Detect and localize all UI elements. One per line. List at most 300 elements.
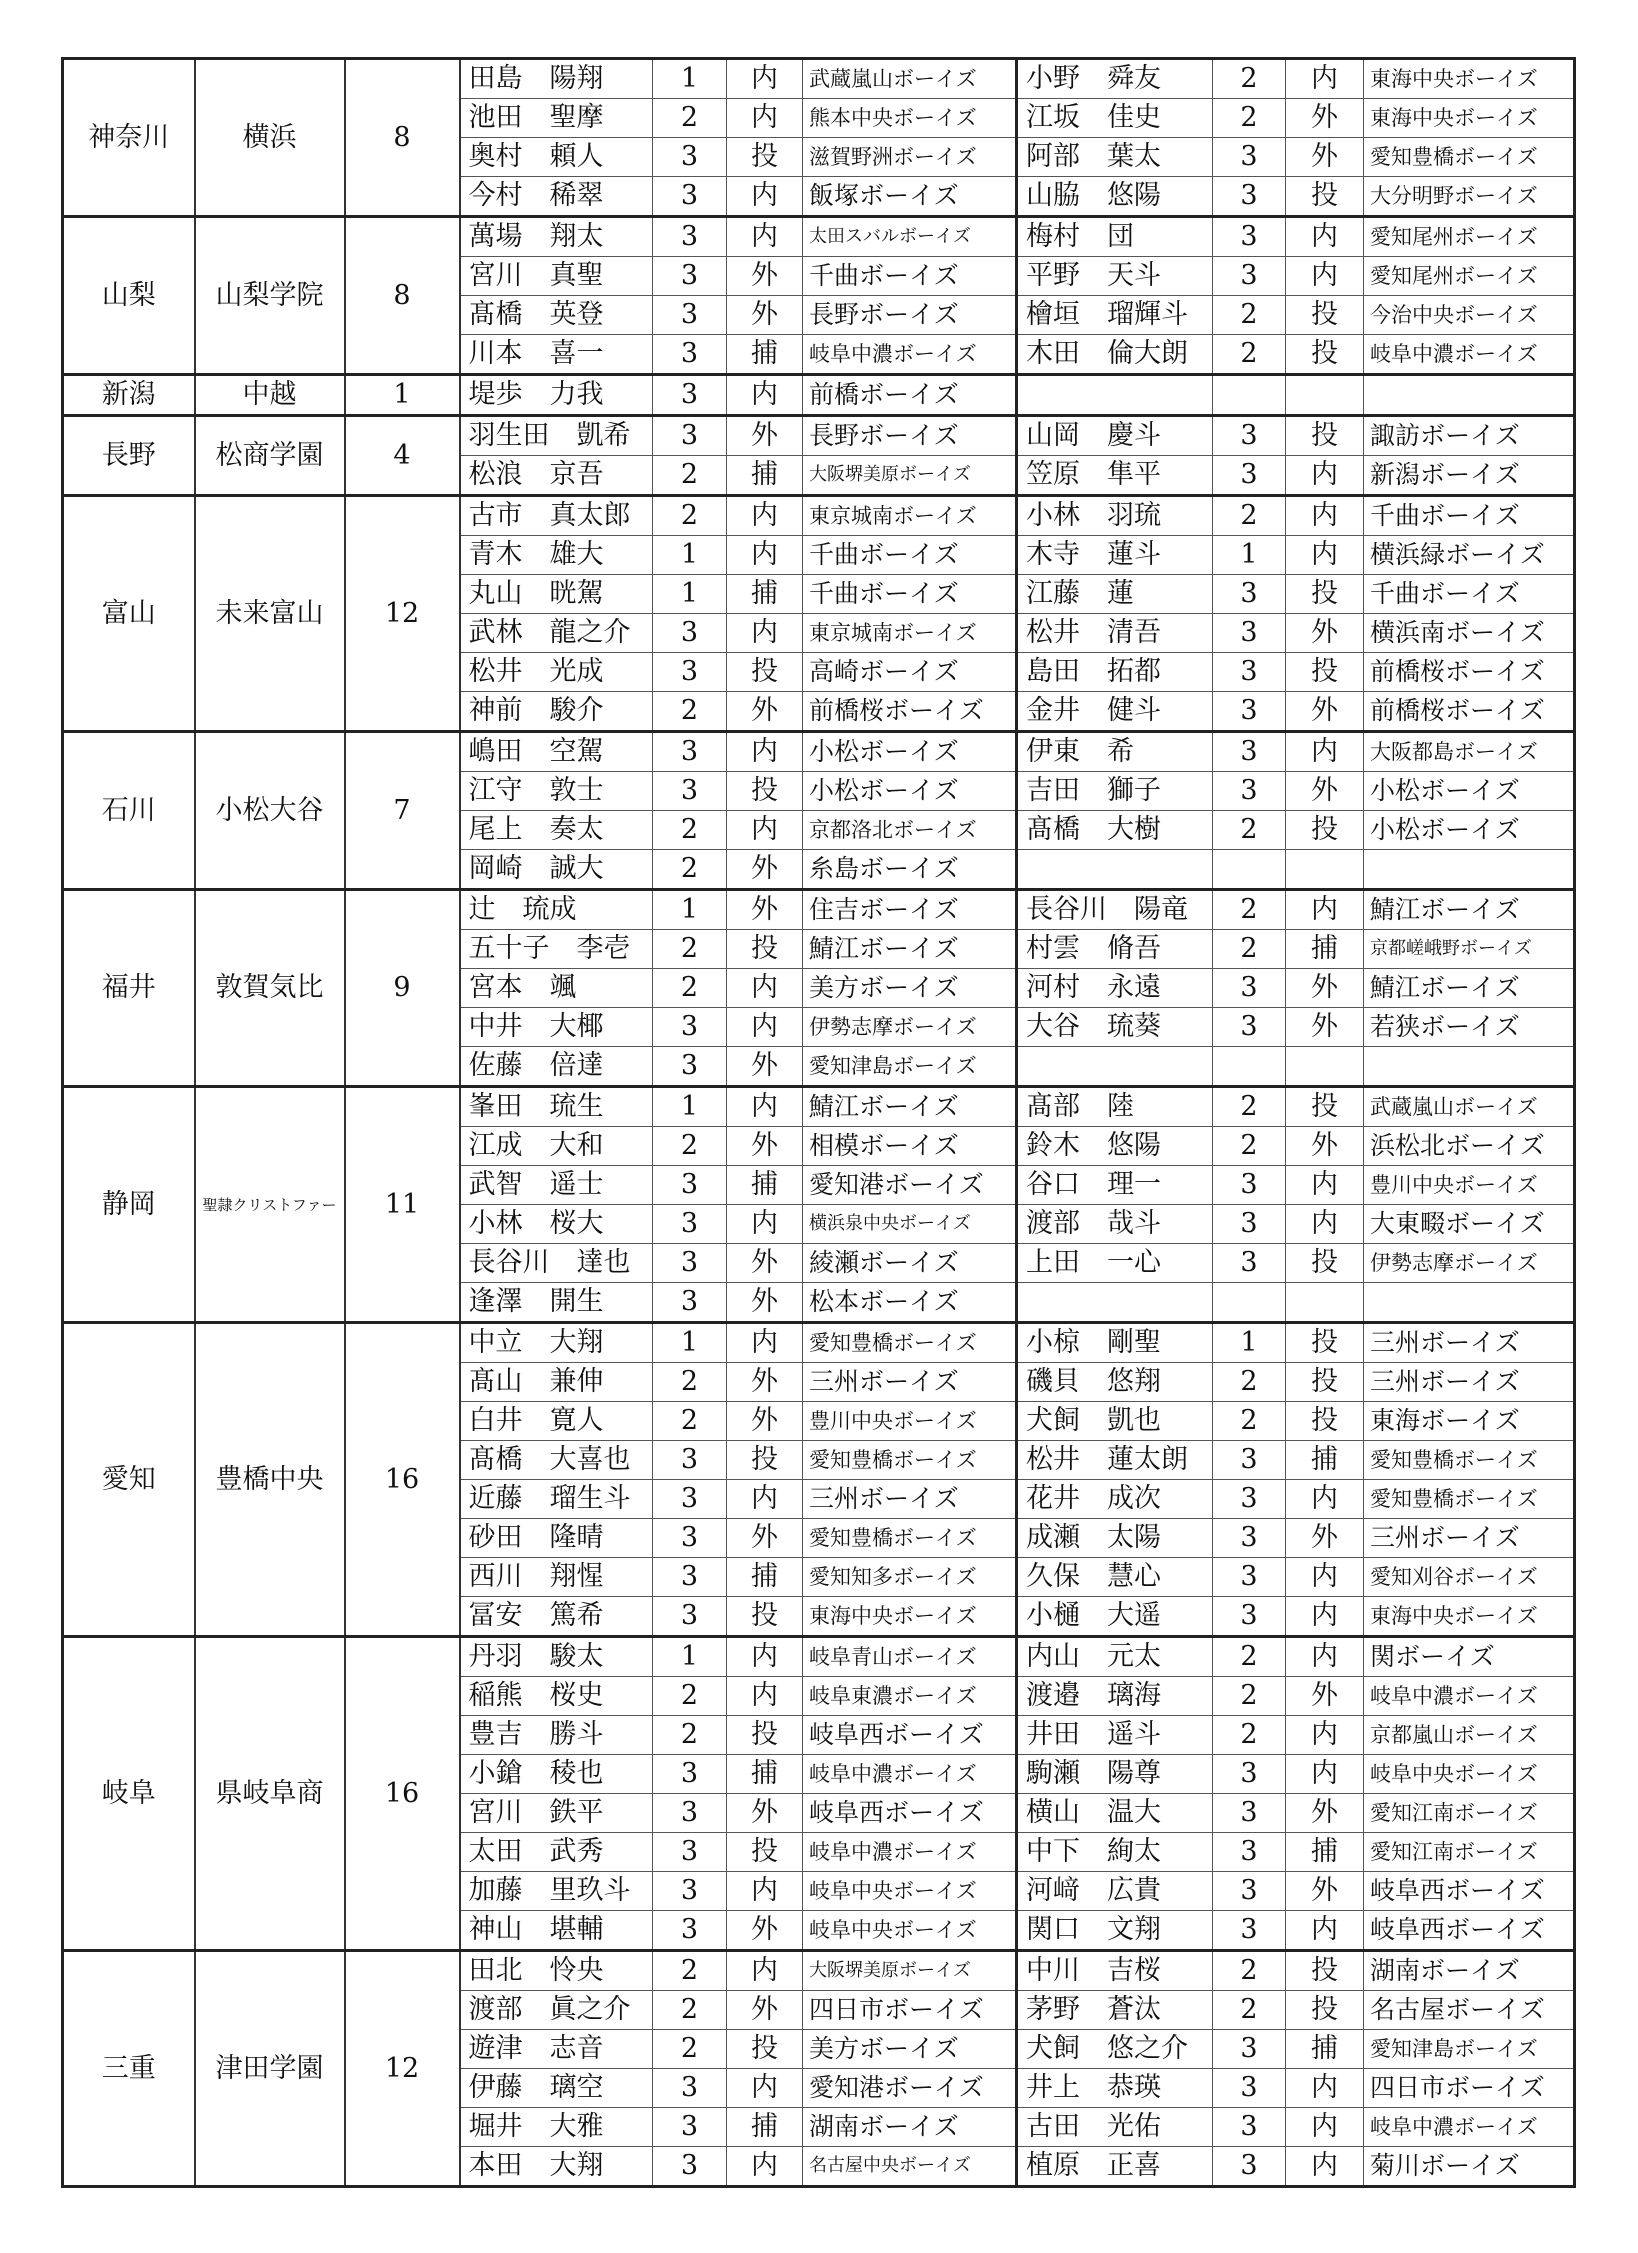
left-pos-cell: 捕 — [727, 2108, 803, 2147]
right-name-cell: 平野 天斗 — [1017, 257, 1213, 296]
left-pos-cell: 投 — [727, 930, 803, 969]
right-name-cell: 江坂 佳史 — [1017, 99, 1213, 138]
left-grade-cell: 3 — [653, 2069, 727, 2108]
right-pos-cell: 内 — [1286, 1911, 1364, 1951]
left-grade-cell: 3 — [653, 1205, 727, 1244]
right-pos-cell — [1286, 1283, 1364, 1323]
left-team-cell: 小松ボーイズ — [803, 732, 1017, 772]
left-team-cell: 東京城南ボーイズ — [803, 496, 1017, 536]
right-pos-cell: 内 — [1286, 59, 1364, 99]
school-cell: 敦賀気比 — [195, 890, 345, 1087]
right-team-cell: 岐阜中濃ボーイズ — [1364, 2108, 1575, 2147]
right-grade-cell: 3 — [1213, 692, 1286, 732]
left-grade-cell: 2 — [653, 1677, 727, 1716]
player-count-cell: 16 — [345, 1637, 460, 1951]
left-pos-cell: 外 — [727, 416, 803, 456]
right-team-cell: 豊川中央ボーイズ — [1364, 1166, 1575, 1205]
left-name-cell: 渡部 眞之介 — [460, 1991, 653, 2030]
right-team-cell: 小松ボーイズ — [1364, 772, 1575, 811]
right-pos-cell: 捕 — [1286, 930, 1364, 969]
right-pos-cell: 内 — [1286, 536, 1364, 575]
school-cell: 横浜 — [195, 59, 345, 217]
right-team-cell — [1364, 375, 1575, 416]
right-pos-cell: 内 — [1286, 456, 1364, 496]
left-team-cell: 岐阜中央ボーイズ — [803, 1911, 1017, 1951]
left-pos-cell: 捕 — [727, 575, 803, 614]
right-name-cell: 渡部 哉斗 — [1017, 1205, 1213, 1244]
left-team-cell: 愛知知多ボーイズ — [803, 1558, 1017, 1597]
left-team-cell: 愛知豊橋ボーイズ — [803, 1323, 1017, 1363]
right-grade-cell: 3 — [1213, 2108, 1286, 2147]
right-pos-cell: 内 — [1286, 1558, 1364, 1597]
right-grade-cell: 2 — [1213, 890, 1286, 930]
right-grade-cell: 2 — [1213, 1991, 1286, 2030]
right-name-cell: 古田 光佑 — [1017, 2108, 1213, 2147]
school-cell: 山梨学院 — [195, 217, 345, 375]
left-name-cell: 古市 真太郎 — [460, 496, 653, 536]
right-name-cell: 小椋 剛聖 — [1017, 1323, 1213, 1363]
prefecture-cell: 愛知 — [63, 1323, 195, 1637]
right-grade-cell: 3 — [1213, 177, 1286, 217]
player-count-cell: 8 — [345, 217, 460, 375]
right-pos-cell: 外 — [1286, 614, 1364, 653]
player-count-cell: 4 — [345, 416, 460, 496]
left-pos-cell: 内 — [727, 536, 803, 575]
right-name-cell — [1017, 1047, 1213, 1087]
right-pos-cell: 内 — [1286, 732, 1364, 772]
left-grade-cell: 1 — [653, 1087, 727, 1127]
left-name-cell: 佐藤 倍達 — [460, 1047, 653, 1087]
left-name-cell: 白井 寛人 — [460, 1402, 653, 1441]
left-name-cell: 髙橋 大喜也 — [460, 1441, 653, 1480]
left-name-cell: 神山 堪輔 — [460, 1911, 653, 1951]
left-grade-cell: 2 — [653, 1127, 727, 1166]
left-team-cell: 小松ボーイズ — [803, 772, 1017, 811]
right-name-cell: 犬飼 凱也 — [1017, 1402, 1213, 1441]
player-count-cell: 12 — [345, 496, 460, 732]
left-pos-cell: 投 — [727, 2030, 803, 2069]
left-pos-cell: 内 — [727, 1637, 803, 1677]
left-pos-cell: 投 — [727, 1597, 803, 1637]
left-team-cell: 高崎ボーイズ — [803, 653, 1017, 692]
left-grade-cell: 3 — [653, 772, 727, 811]
left-pos-cell: 投 — [727, 138, 803, 177]
left-grade-cell: 3 — [653, 257, 727, 296]
right-team-cell: 浜松北ボーイズ — [1364, 1127, 1575, 1166]
left-team-cell: 東京城南ボーイズ — [803, 614, 1017, 653]
right-name-cell: 木田 倫大朗 — [1017, 335, 1213, 375]
right-name-cell: 村雲 脩吾 — [1017, 930, 1213, 969]
left-team-cell: 愛知港ボーイズ — [803, 2069, 1017, 2108]
right-grade-cell — [1213, 850, 1286, 890]
school-cell: 中越 — [195, 375, 345, 416]
left-name-cell: 松井 光成 — [460, 653, 653, 692]
left-name-cell: 丸山 晄駕 — [460, 575, 653, 614]
player-count-cell: 8 — [345, 59, 460, 217]
right-grade-cell: 1 — [1213, 1323, 1286, 1363]
left-pos-cell: 外 — [727, 296, 803, 335]
left-name-cell: 逢澤 開生 — [460, 1283, 653, 1323]
left-pos-cell: 捕 — [727, 1166, 803, 1205]
right-name-cell: 井田 遥斗 — [1017, 1716, 1213, 1755]
left-grade-cell: 2 — [653, 456, 727, 496]
left-name-cell: 砂田 隆晴 — [460, 1519, 653, 1558]
right-grade-cell: 3 — [1213, 138, 1286, 177]
right-grade-cell: 1 — [1213, 536, 1286, 575]
right-name-cell: 内山 元太 — [1017, 1637, 1213, 1677]
left-pos-cell: 外 — [727, 1283, 803, 1323]
left-team-cell: 千曲ボーイズ — [803, 575, 1017, 614]
right-name-cell: 磯貝 悠翔 — [1017, 1363, 1213, 1402]
prefecture-cell: 神奈川 — [63, 59, 195, 217]
right-pos-cell: 投 — [1286, 296, 1364, 335]
left-pos-cell: 内 — [727, 177, 803, 217]
right-grade-cell: 3 — [1213, 1008, 1286, 1047]
right-name-cell: 河村 永遠 — [1017, 969, 1213, 1008]
right-name-cell: 河﨑 広貴 — [1017, 1872, 1213, 1911]
right-grade-cell: 3 — [1213, 1755, 1286, 1794]
left-name-cell: 豊吉 勝斗 — [460, 1716, 653, 1755]
left-grade-cell: 3 — [653, 2147, 727, 2187]
right-name-cell: 井上 恭瑛 — [1017, 2069, 1213, 2108]
prefecture-cell: 静岡 — [63, 1087, 195, 1323]
right-grade-cell: 2 — [1213, 1677, 1286, 1716]
left-team-cell: 前橋桜ボーイズ — [803, 692, 1017, 732]
right-team-cell: 鯖江ボーイズ — [1364, 890, 1575, 930]
left-team-cell: 大阪堺美原ボーイズ — [803, 1951, 1017, 1991]
left-name-cell: 青木 雄大 — [460, 536, 653, 575]
roster-table — [61, 57, 1576, 2188]
right-grade-cell: 3 — [1213, 217, 1286, 257]
right-pos-cell: 投 — [1286, 1087, 1364, 1127]
left-team-cell: 松本ボーイズ — [803, 1283, 1017, 1323]
right-name-cell: 犬飼 悠之介 — [1017, 2030, 1213, 2069]
left-team-cell: 愛知港ボーイズ — [803, 1166, 1017, 1205]
right-pos-cell: 内 — [1286, 2108, 1364, 2147]
left-name-cell: 堤歩 力我 — [460, 375, 653, 416]
left-name-cell: 丹羽 駿太 — [460, 1637, 653, 1677]
right-team-cell: 岐阜中濃ボーイズ — [1364, 1677, 1575, 1716]
left-grade-cell: 3 — [653, 1166, 727, 1205]
right-team-cell: 諏訪ボーイズ — [1364, 416, 1575, 456]
right-pos-cell: 投 — [1286, 1323, 1364, 1363]
right-grade-cell: 2 — [1213, 1716, 1286, 1755]
left-name-cell: 江成 大和 — [460, 1127, 653, 1166]
right-name-cell: 花井 成次 — [1017, 1480, 1213, 1519]
right-pos-cell: 投 — [1286, 335, 1364, 375]
right-pos-cell: 外 — [1286, 99, 1364, 138]
left-team-cell: 綾瀬ボーイズ — [803, 1244, 1017, 1283]
left-name-cell: 田島 陽翔 — [460, 59, 653, 99]
left-grade-cell: 3 — [653, 1872, 727, 1911]
left-name-cell: 冨安 篤希 — [460, 1597, 653, 1637]
right-grade-cell: 3 — [1213, 1205, 1286, 1244]
left-team-cell: 愛知豊橋ボーイズ — [803, 1441, 1017, 1480]
right-name-cell: 関口 文翔 — [1017, 1911, 1213, 1951]
right-name-cell: 笠原 隼平 — [1017, 456, 1213, 496]
left-name-cell: 小林 桜大 — [460, 1205, 653, 1244]
right-name-cell: 横山 温大 — [1017, 1794, 1213, 1833]
right-team-cell — [1364, 850, 1575, 890]
right-team-cell: 前橋桜ボーイズ — [1364, 653, 1575, 692]
left-grade-cell: 3 — [653, 1519, 727, 1558]
left-grade-cell: 3 — [653, 138, 727, 177]
right-team-cell: 岐阜中央ボーイズ — [1364, 1755, 1575, 1794]
left-grade-cell: 3 — [653, 177, 727, 217]
right-pos-cell: 外 — [1286, 1519, 1364, 1558]
left-grade-cell: 3 — [653, 1755, 727, 1794]
right-team-cell: 岐阜西ボーイズ — [1364, 1911, 1575, 1951]
left-pos-cell: 捕 — [727, 456, 803, 496]
right-team-cell: 横浜南ボーイズ — [1364, 614, 1575, 653]
right-pos-cell: 内 — [1286, 1716, 1364, 1755]
left-team-cell: 飯塚ボーイズ — [803, 177, 1017, 217]
left-pos-cell: 内 — [727, 1087, 803, 1127]
table-row — [63, 1087, 1575, 1127]
right-team-cell: 愛知刈谷ボーイズ — [1364, 1558, 1575, 1597]
right-team-cell: 東海中央ボーイズ — [1364, 59, 1575, 99]
school-cell: 豊橋中央 — [195, 1323, 345, 1637]
right-pos-cell: 投 — [1286, 653, 1364, 692]
left-team-cell: 糸島ボーイズ — [803, 850, 1017, 890]
right-pos-cell: 外 — [1286, 1872, 1364, 1911]
left-pos-cell: 捕 — [727, 335, 803, 375]
right-team-cell: 若狭ボーイズ — [1364, 1008, 1575, 1047]
school-cell: 未来富山 — [195, 496, 345, 732]
right-team-cell: 三州ボーイズ — [1364, 1363, 1575, 1402]
left-pos-cell: 投 — [727, 772, 803, 811]
left-grade-cell: 3 — [653, 335, 727, 375]
right-name-cell: 茅野 蒼汰 — [1017, 1991, 1213, 2030]
left-team-cell: 太田スバルボーイズ — [803, 217, 1017, 257]
left-pos-cell: 捕 — [727, 1558, 803, 1597]
left-grade-cell: 2 — [653, 1402, 727, 1441]
right-pos-cell: 投 — [1286, 416, 1364, 456]
left-grade-cell: 2 — [653, 811, 727, 850]
left-pos-cell: 内 — [727, 1677, 803, 1716]
left-pos-cell: 内 — [727, 614, 803, 653]
left-team-cell: 鯖江ボーイズ — [803, 1087, 1017, 1127]
right-grade-cell: 2 — [1213, 1951, 1286, 1991]
right-grade-cell: 3 — [1213, 1911, 1286, 1951]
right-name-cell: 上田 一心 — [1017, 1244, 1213, 1283]
left-team-cell: 岐阜中央ボーイズ — [803, 1872, 1017, 1911]
left-grade-cell: 2 — [653, 2030, 727, 2069]
table-row — [63, 890, 1575, 930]
left-grade-cell: 2 — [653, 969, 727, 1008]
left-name-cell: 武林 龍之介 — [460, 614, 653, 653]
left-grade-cell: 2 — [653, 1716, 727, 1755]
left-name-cell: 萬場 翔太 — [460, 217, 653, 257]
right-name-cell: 伊東 希 — [1017, 732, 1213, 772]
player-count-cell: 11 — [345, 1087, 460, 1323]
left-name-cell: 尾上 奏太 — [460, 811, 653, 850]
right-pos-cell: 外 — [1286, 969, 1364, 1008]
left-grade-cell: 3 — [653, 416, 727, 456]
prefecture-cell: 三重 — [63, 1951, 195, 2187]
left-team-cell: 京都洛北ボーイズ — [803, 811, 1017, 850]
left-grade-cell: 3 — [653, 653, 727, 692]
left-name-cell: 岡崎 誠大 — [460, 850, 653, 890]
left-team-cell: 千曲ボーイズ — [803, 257, 1017, 296]
right-team-cell: 三州ボーイズ — [1364, 1519, 1575, 1558]
right-pos-cell: 投 — [1286, 177, 1364, 217]
right-team-cell: 新潟ボーイズ — [1364, 456, 1575, 496]
left-name-cell: 宮川 鉄平 — [460, 1794, 653, 1833]
right-grade-cell: 3 — [1213, 575, 1286, 614]
school-cell: 小松大谷 — [195, 732, 345, 890]
right-pos-cell: 内 — [1286, 1205, 1364, 1244]
left-grade-cell: 3 — [653, 1047, 727, 1087]
table-row — [63, 1951, 1575, 1991]
left-grade-cell: 2 — [653, 930, 727, 969]
right-grade-cell — [1213, 375, 1286, 416]
right-grade-cell: 3 — [1213, 1597, 1286, 1637]
right-team-cell — [1364, 1047, 1575, 1087]
right-name-cell: 渡邉 璃海 — [1017, 1677, 1213, 1716]
player-count-cell: 7 — [345, 732, 460, 890]
right-name-cell: 成瀬 太陽 — [1017, 1519, 1213, 1558]
right-team-cell: 湖南ボーイズ — [1364, 1951, 1575, 1991]
right-name-cell: 松井 蓮太朗 — [1017, 1441, 1213, 1480]
left-grade-cell: 1 — [653, 575, 727, 614]
right-grade-cell: 3 — [1213, 257, 1286, 296]
left-grade-cell: 3 — [653, 732, 727, 772]
left-grade-cell: 3 — [653, 296, 727, 335]
right-grade-cell: 2 — [1213, 296, 1286, 335]
right-name-cell: 小林 羽琉 — [1017, 496, 1213, 536]
right-grade-cell: 3 — [1213, 1441, 1286, 1480]
left-pos-cell: 内 — [727, 1872, 803, 1911]
right-name-cell: 梅村 団 — [1017, 217, 1213, 257]
right-name-cell: 小樋 大遥 — [1017, 1597, 1213, 1637]
left-team-cell: 名古屋中央ボーイズ — [803, 2147, 1017, 2187]
right-pos-cell: 投 — [1286, 1244, 1364, 1283]
right-grade-cell: 3 — [1213, 416, 1286, 456]
right-pos-cell: 内 — [1286, 2069, 1364, 2108]
table-row — [63, 732, 1575, 772]
left-team-cell: 相模ボーイズ — [803, 1127, 1017, 1166]
left-team-cell: 岐阜中濃ボーイズ — [803, 335, 1017, 375]
left-grade-cell: 3 — [653, 1833, 727, 1872]
left-pos-cell: 投 — [727, 653, 803, 692]
right-grade-cell: 3 — [1213, 1480, 1286, 1519]
left-name-cell: 羽生田 凱希 — [460, 416, 653, 456]
left-team-cell: 前橋ボーイズ — [803, 375, 1017, 416]
right-name-cell: 髙部 陸 — [1017, 1087, 1213, 1127]
left-name-cell: 西川 翔惺 — [460, 1558, 653, 1597]
left-name-cell: 髙山 兼伸 — [460, 1363, 653, 1402]
left-team-cell: 四日市ボーイズ — [803, 1991, 1017, 2030]
right-pos-cell: 捕 — [1286, 2030, 1364, 2069]
right-grade-cell: 2 — [1213, 335, 1286, 375]
right-team-cell: 武蔵嵐山ボーイズ — [1364, 1087, 1575, 1127]
right-name-cell: 大谷 琉葵 — [1017, 1008, 1213, 1047]
right-pos-cell: 外 — [1286, 1127, 1364, 1166]
left-grade-cell: 1 — [653, 536, 727, 575]
right-pos-cell: 内 — [1286, 2147, 1364, 2187]
right-pos-cell: 投 — [1286, 1402, 1364, 1441]
left-team-cell: 岐阜東濃ボーイズ — [803, 1677, 1017, 1716]
left-grade-cell: 1 — [653, 1323, 727, 1363]
right-pos-cell: 内 — [1286, 1597, 1364, 1637]
left-team-cell: 武蔵嵐山ボーイズ — [803, 59, 1017, 99]
right-grade-cell: 3 — [1213, 2147, 1286, 2187]
left-grade-cell: 3 — [653, 2108, 727, 2147]
right-team-cell: 関ボーイズ — [1364, 1637, 1575, 1677]
right-grade-cell — [1213, 1283, 1286, 1323]
right-name-cell: 中下 絢太 — [1017, 1833, 1213, 1872]
left-name-cell: 太田 武秀 — [460, 1833, 653, 1872]
right-grade-cell: 3 — [1213, 1833, 1286, 1872]
left-pos-cell: 外 — [727, 1047, 803, 1087]
left-team-cell: 岐阜西ボーイズ — [803, 1716, 1017, 1755]
right-team-cell: 今治中央ボーイズ — [1364, 296, 1575, 335]
left-name-cell: 江守 敦士 — [460, 772, 653, 811]
right-pos-cell — [1286, 1047, 1364, 1087]
prefecture-cell: 新潟 — [63, 375, 195, 416]
right-team-cell: 愛知尾州ボーイズ — [1364, 217, 1575, 257]
left-grade-cell: 3 — [653, 217, 727, 257]
right-name-cell: 山脇 悠陽 — [1017, 177, 1213, 217]
right-name-cell: 髙橋 大樹 — [1017, 811, 1213, 850]
right-grade-cell: 2 — [1213, 1127, 1286, 1166]
left-team-cell: 三州ボーイズ — [803, 1363, 1017, 1402]
left-pos-cell: 内 — [727, 1480, 803, 1519]
left-team-cell: 岐阜西ボーイズ — [803, 1794, 1017, 1833]
right-pos-cell: 内 — [1286, 890, 1364, 930]
left-name-cell: 辻 琉成 — [460, 890, 653, 930]
right-team-cell: 京都嵐山ボーイズ — [1364, 1716, 1575, 1755]
right-team-cell: 愛知豊橋ボーイズ — [1364, 1441, 1575, 1480]
right-name-cell: 島田 拓都 — [1017, 653, 1213, 692]
left-pos-cell: 内 — [727, 811, 803, 850]
left-pos-cell: 投 — [727, 1441, 803, 1480]
right-grade-cell: 2 — [1213, 1637, 1286, 1677]
left-team-cell: 美方ボーイズ — [803, 2030, 1017, 2069]
right-team-cell: 千曲ボーイズ — [1364, 496, 1575, 536]
school-cell: 松商学園 — [195, 416, 345, 496]
table-row — [63, 496, 1575, 536]
left-team-cell: 大阪堺美原ボーイズ — [803, 456, 1017, 496]
right-name-cell — [1017, 375, 1213, 416]
left-name-cell: 奥村 頼人 — [460, 138, 653, 177]
right-pos-cell: 投 — [1286, 575, 1364, 614]
right-team-cell: 千曲ボーイズ — [1364, 575, 1575, 614]
left-name-cell: 本田 大翔 — [460, 2147, 653, 2187]
school-cell: 県岐阜商 — [195, 1637, 345, 1951]
left-pos-cell: 外 — [727, 692, 803, 732]
right-pos-cell: 投 — [1286, 1951, 1364, 1991]
left-team-cell: 鯖江ボーイズ — [803, 930, 1017, 969]
right-grade-cell: 3 — [1213, 1872, 1286, 1911]
left-name-cell: 伊藤 璃空 — [460, 2069, 653, 2108]
table-row — [63, 1323, 1575, 1363]
right-team-cell: 東海中央ボーイズ — [1364, 1597, 1575, 1637]
table-row — [63, 59, 1575, 99]
right-name-cell: 檜垣 瑠輝斗 — [1017, 296, 1213, 335]
left-name-cell: 遊津 志音 — [460, 2030, 653, 2069]
left-grade-cell: 3 — [653, 1441, 727, 1480]
left-pos-cell: 内 — [727, 732, 803, 772]
left-team-cell: 伊勢志摩ボーイズ — [803, 1008, 1017, 1047]
right-name-cell: 谷口 理一 — [1017, 1166, 1213, 1205]
left-grade-cell: 3 — [653, 1008, 727, 1047]
left-pos-cell: 内 — [727, 1008, 803, 1047]
left-team-cell: 岐阜青山ボーイズ — [803, 1637, 1017, 1677]
right-grade-cell: 3 — [1213, 456, 1286, 496]
left-pos-cell: 外 — [727, 850, 803, 890]
